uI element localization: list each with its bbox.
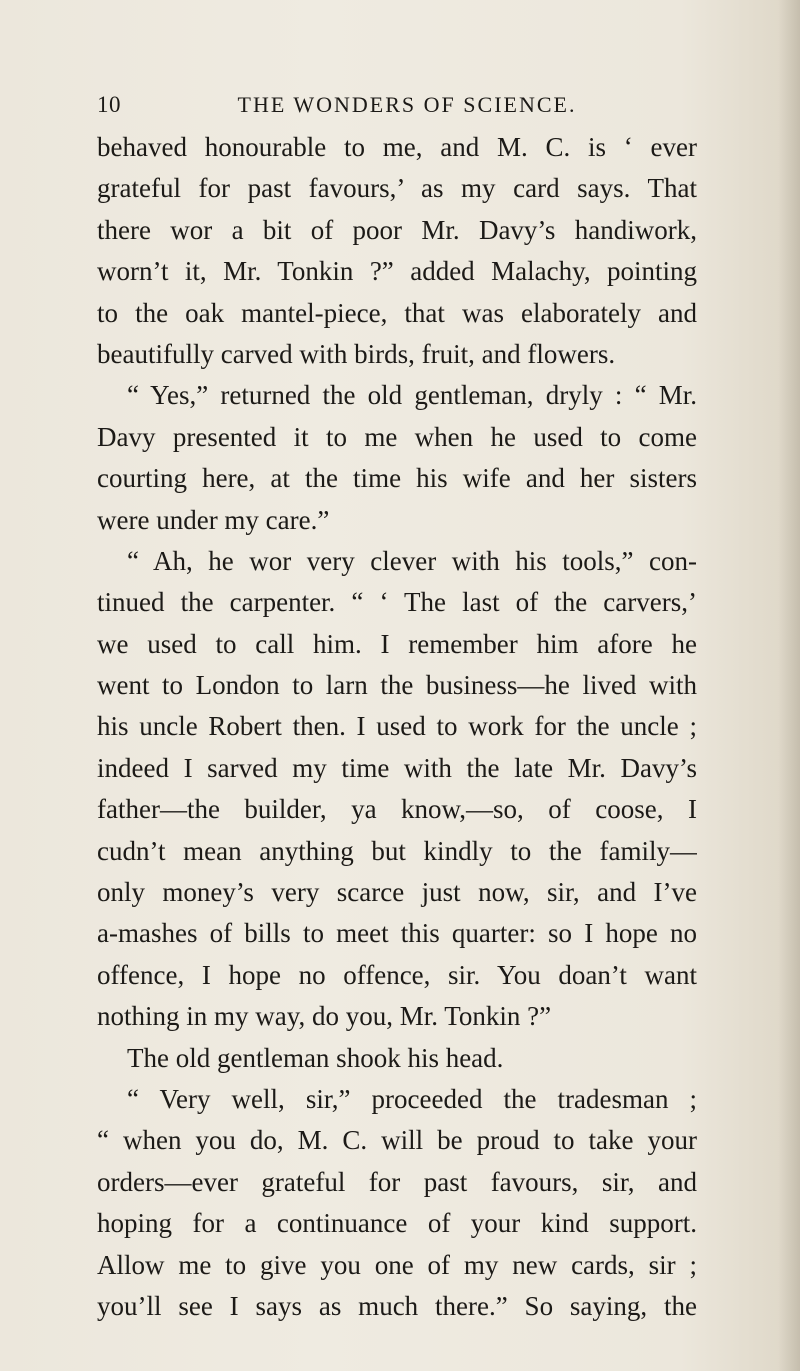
text-line: orders—ever grateful for past favours, sir, and bbox=[97, 1166, 697, 1197]
text-line: only money’s very scarce just now, sir, and I’ve bbox=[97, 877, 697, 908]
text-line: “ Very well, sir,” proceeded the tradesman ; bbox=[127, 1083, 697, 1114]
text-line: “ when you do, M. C. will be proud to take your bbox=[97, 1125, 697, 1156]
text-line: behaved honourable to me, and M. C. is ‘ ever bbox=[97, 132, 697, 162]
text-line: his uncle Robert then. I used to work for the uncle ; bbox=[97, 711, 697, 742]
text-line: you’ll see I says as much there.” So saying, the bbox=[97, 1290, 697, 1321]
text-line: courting here, at the time his wife and her sisters bbox=[97, 463, 697, 494]
page-edge-shadow bbox=[778, 0, 800, 1371]
page-number: 10 bbox=[97, 92, 121, 117]
text-line: indeed I sarved my time with the late Mr. Davy’s bbox=[97, 752, 697, 783]
text-line: “ Ah, he wor very clever with his tools,” con- bbox=[127, 545, 697, 576]
text-line: were under my care.” bbox=[97, 504, 330, 535]
text-line: worn’t it, Mr. Tonkin ?” added Malachy, pointing bbox=[97, 256, 697, 287]
running-title: THE WONDERS OF SCIENCE. bbox=[237, 92, 577, 117]
text-line: The old gentleman shook his head. bbox=[127, 1042, 504, 1073]
text-line: went to London to larn the business—he lived with bbox=[97, 670, 697, 701]
text-line: “ Yes,” returned the old gentleman, dryly : “ Mr. bbox=[127, 380, 697, 411]
text-line: cudn’t mean anything but kindly to the family— bbox=[97, 835, 697, 866]
text-line: we used to call him. I remember him afore he bbox=[97, 628, 697, 659]
text-line: offence, I hope no offence, sir. You doan’t want bbox=[97, 959, 697, 990]
text-line: hoping for a continuance of your kind support. bbox=[97, 1208, 697, 1239]
text-line: father—the builder, ya know,—so, of coose, I bbox=[97, 794, 697, 825]
text-line: a-mashes of bills to meet this quarter: so I hope no bbox=[97, 918, 697, 949]
text-line: Allow me to give you one of my new cards, sir ; bbox=[97, 1249, 697, 1280]
text-line: Davy presented it to me when he used to come bbox=[97, 421, 697, 452]
text-line: to the oak mantel-piece, that was elaborately and bbox=[97, 297, 697, 328]
text-line: beautifully carved with birds, fruit, and flowers. bbox=[97, 338, 616, 369]
text-line: grateful for past favours,’ as my card says. That bbox=[97, 173, 697, 204]
text-line: nothing in my way, do you, Mr. Tonkin ?” bbox=[97, 1001, 552, 1032]
text-line: tinued the carpenter. “ ‘ The last of the carvers,’ bbox=[97, 587, 697, 618]
text-line: there wor a bit of poor Mr. Davy’s handiwork, bbox=[97, 214, 697, 245]
page-header bbox=[97, 92, 697, 122]
body-text bbox=[97, 127, 697, 1327]
